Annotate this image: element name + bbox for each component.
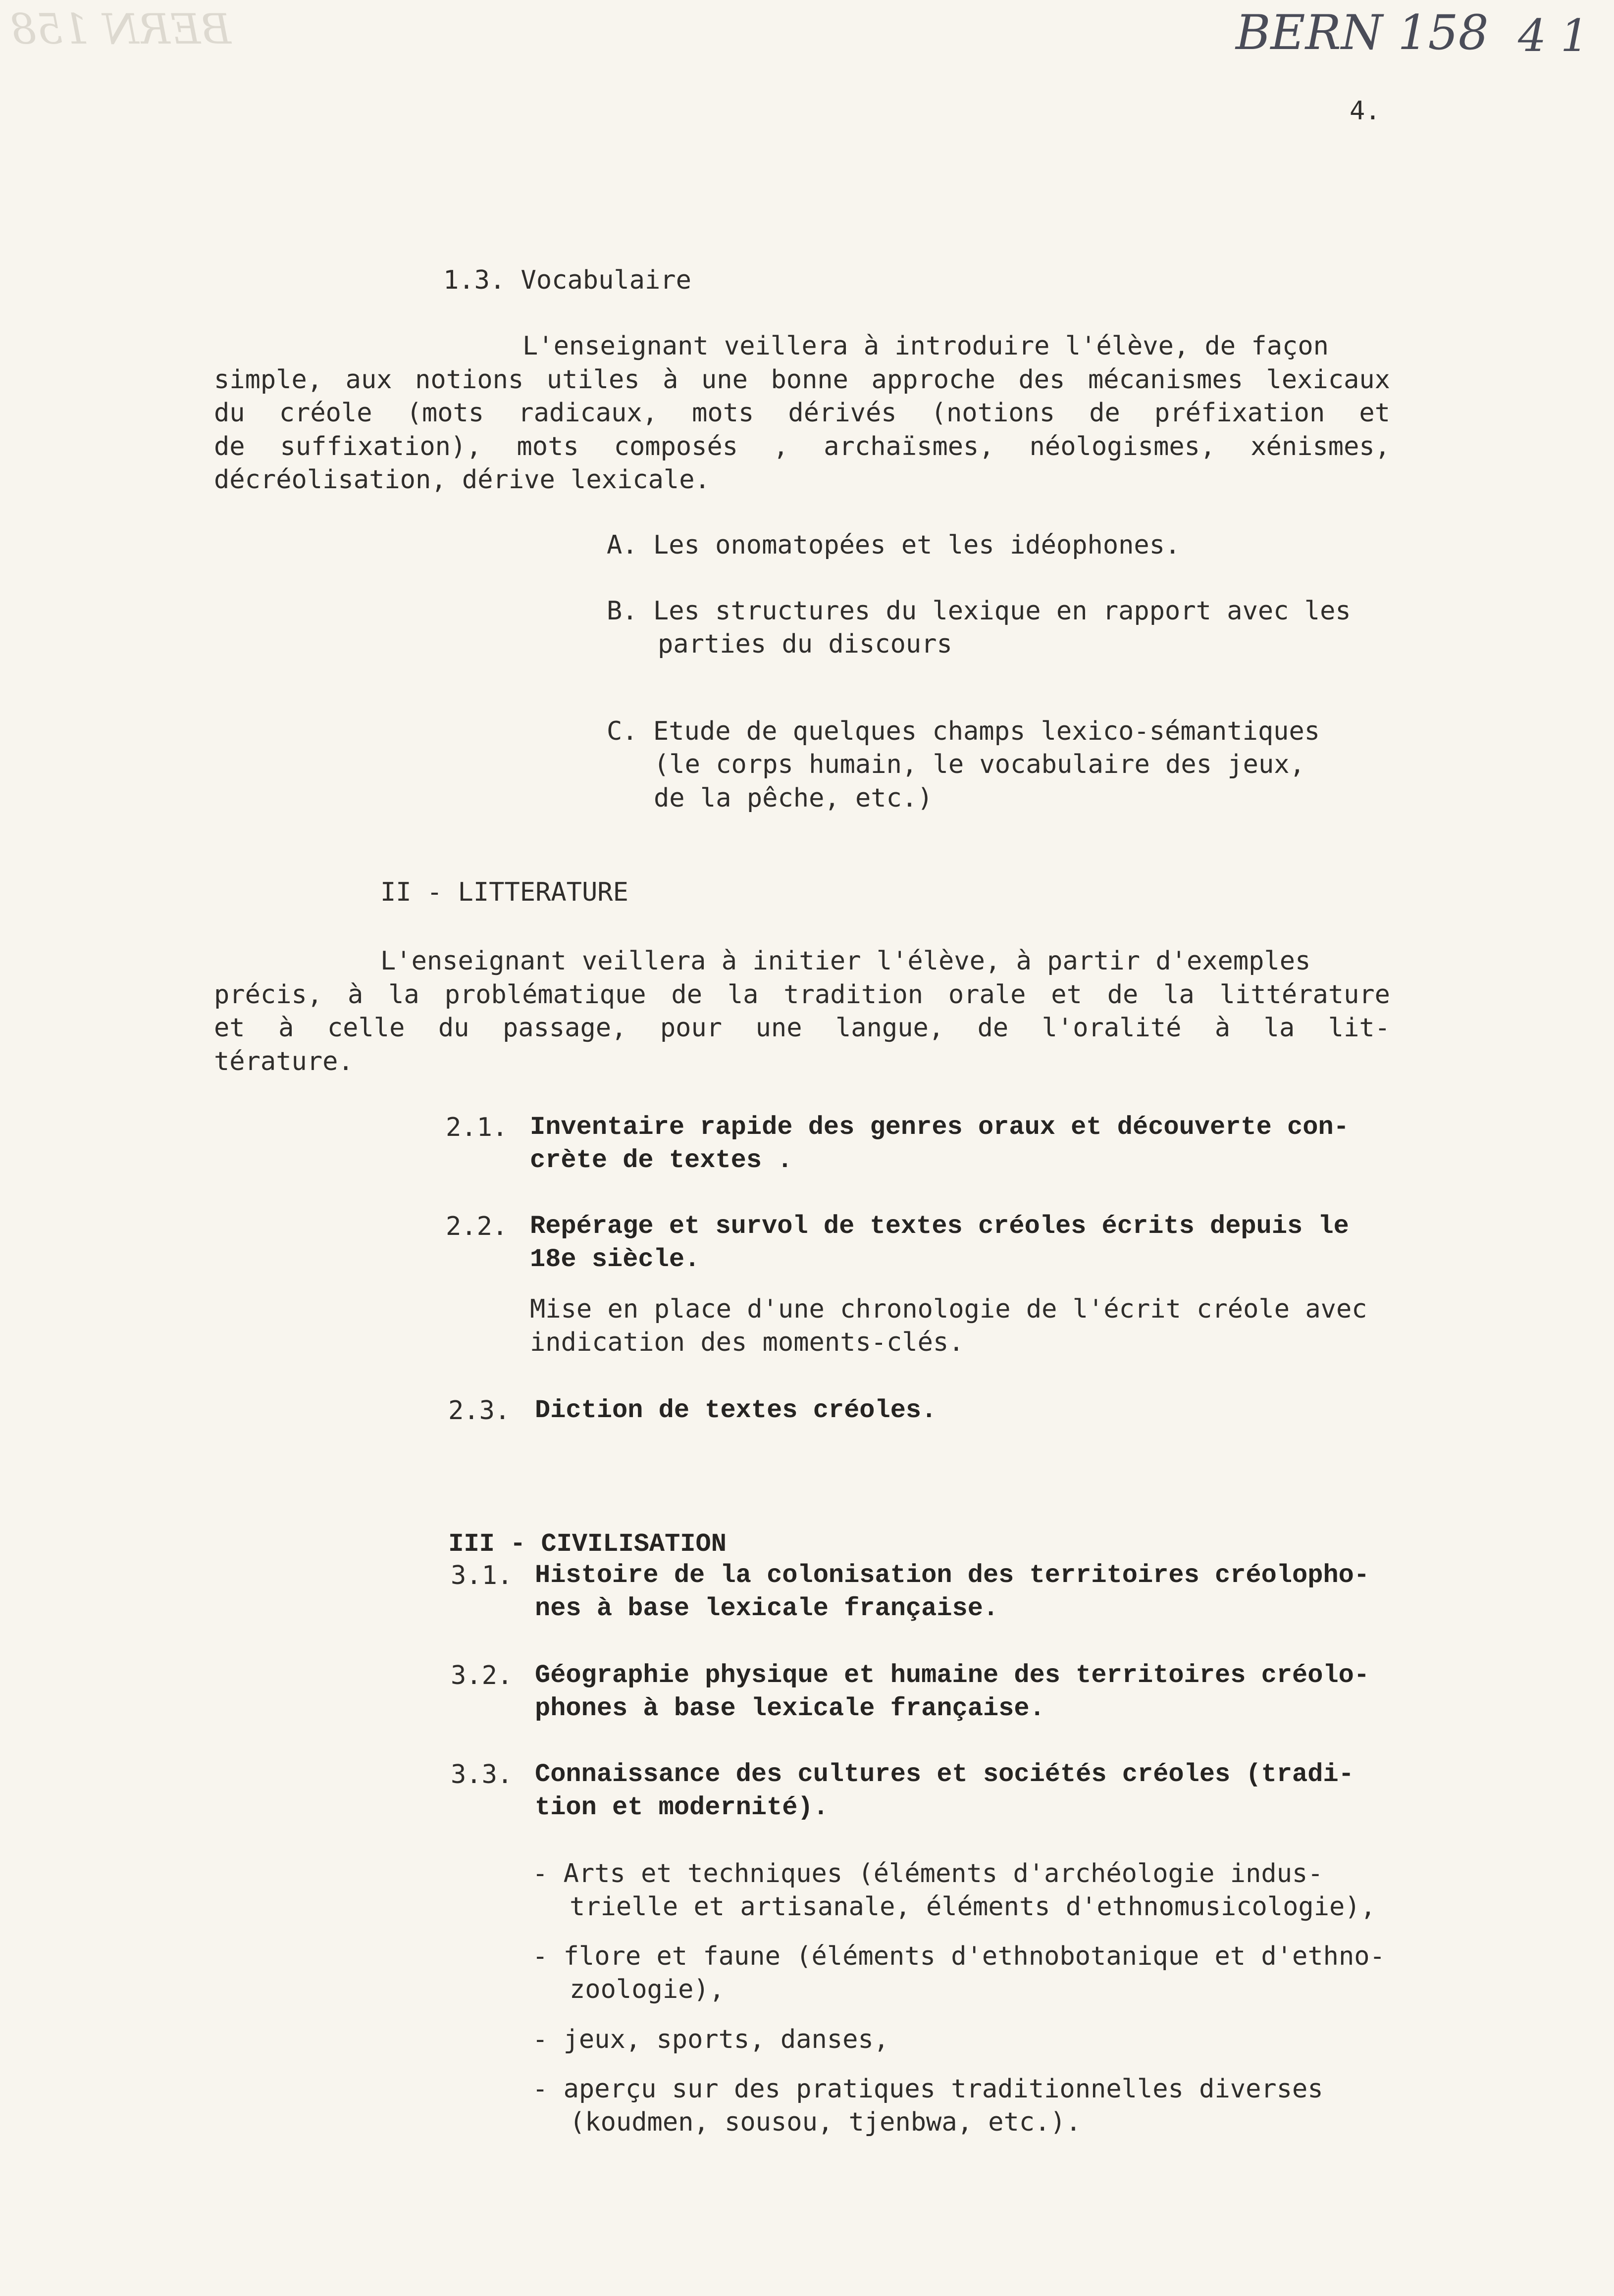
- item-3-2-line-2: phones à base lexicale française.: [535, 1694, 1045, 1723]
- page-number: 4.: [1350, 96, 1381, 126]
- item-2-2-note-line-1: Mise en place d'une chronologie de l'écrit créole avec: [530, 1294, 1367, 1324]
- vocab-para-line-3: du créole (mots radicaux, mots dérivés (notions de préfixation et: [214, 398, 1390, 428]
- bullet-arts-line-1: - Arts et techniques (éléments d'archéologie indus-: [532, 1859, 1323, 1888]
- bullet-flore-line-2: zoologie),: [570, 1975, 725, 2004]
- vocab-para-line-5: décréolisation, dérive lexicale.: [214, 465, 710, 495]
- bullet-pratiques-line-1: - aperçu sur des pratiques traditionnelles diverses: [532, 2074, 1323, 2104]
- item-2-2-number: 2.2.: [446, 1212, 508, 1241]
- bullet-arts-line-2: trielle et artisanale, éléments d'ethnomusicologie),: [570, 1892, 1376, 1922]
- civilisation-heading-text: III - CIVILISATION: [448, 1530, 727, 1559]
- vocab-para-line-4: de suffixation), mots composés , archaïsmes, néologismes, xénismes,: [214, 432, 1390, 461]
- bleed-through-stamp: BERN 158: [10, 5, 231, 53]
- vocab-item-b-line-2: parties du discours: [658, 629, 952, 659]
- item-2-2-line-1: Repérage et survol de textes créoles écrits depuis le: [530, 1212, 1349, 1241]
- item-3-3-line-2: tion et modernité).: [535, 1793, 829, 1822]
- item-3-2-number: 3.2.: [451, 1661, 513, 1690]
- vocab-item-b-line-1: B. Les structures du lexique en rapport avec les: [607, 596, 1351, 626]
- item-2-2-line-2: 18e siècle.: [530, 1245, 700, 1274]
- item-3-2-line-1: Géographie physique et humaine des territoires créolo-: [535, 1661, 1370, 1690]
- litt-para-line-3: et à celle du passage, pour une langue, de l'oralité à la lit-: [214, 1013, 1390, 1043]
- litt-para-line-1: L'enseignant veillera à initier l'élève, à partir d'exemples: [380, 946, 1311, 976]
- litt-para-line-2: précis, à la problématique de la tradition orale et de la littérature: [214, 980, 1390, 1010]
- vocab-item-c-line-3: de la pêche, etc.): [654, 783, 933, 813]
- item-3-1-line-1: Histoire de la colonisation des territoires créolopho-: [535, 1561, 1370, 1590]
- vocab-para-line-2: simple, aux notions utiles à une bonne approche des mécanismes lexicaux: [214, 365, 1390, 395]
- item-3-1-line-2: nes à base lexicale française.: [535, 1594, 999, 1623]
- litt-para-line-4: térature.: [214, 1047, 354, 1076]
- item-3-1-number: 3.1.: [451, 1561, 513, 1590]
- item-2-1-line-1: Inventaire rapide des genres oraux et découverte con-: [530, 1113, 1349, 1142]
- bullet-pratiques-line-2: (koudmen, sousou, tjenbwa, etc.).: [570, 2107, 1082, 2137]
- section-heading-vocabulaire: 1.3. Vocabulaire: [443, 265, 691, 295]
- vocab-item-a: A. Les onomatopées et les idéophones.: [607, 530, 1181, 560]
- item-2-3: Diction de textes créoles.: [535, 1396, 937, 1425]
- archive-stamp: BERN 158: [1236, 5, 1489, 60]
- item-2-1-number: 2.1.: [446, 1113, 508, 1142]
- vocab-para-line-1: L'enseignant veillera à introduire l'élève, de façon: [522, 331, 1329, 361]
- item-3-3-line-1: Connaissance des cultures et sociétés créoles (tradi-: [535, 1760, 1354, 1789]
- item-2-2-note-line-2: indication des moments-clés.: [530, 1327, 964, 1357]
- vocab-item-c-line-1: C. Etude de quelques champs lexico-sémantiques: [607, 716, 1320, 746]
- vocab-item-c-line-2: (le corps humain, le vocabulaire des jeux,: [654, 750, 1305, 779]
- bullet-flore-line-1: - flore et faune (éléments d'ethnobotanique et d'ethno-: [532, 1941, 1385, 1971]
- item-2-3-number: 2.3.: [448, 1396, 511, 1426]
- section-heading-litterature: II - LITTERATURE: [380, 877, 628, 907]
- item-3-3-number: 3.3.: [451, 1760, 513, 1789]
- folio-mark: 4 1: [1518, 10, 1589, 62]
- item-2-1-line-2: crète de textes .: [530, 1146, 793, 1175]
- bullet-jeux: - jeux, sports, danses,: [532, 2025, 889, 2054]
